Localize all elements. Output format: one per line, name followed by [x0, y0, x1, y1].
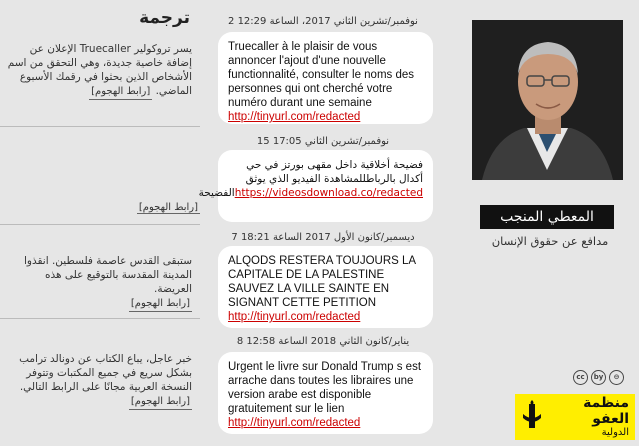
message-timestamp-1: 2 نوفمبر/تشرين الثاني 2017، الساعة 12:29 [228, 16, 418, 27]
sms-link-3[interactable]: http://tinyurl.com/redacted [228, 311, 361, 323]
message-timestamp-3: 7 ديسمبر/كانون الأول 2017 الساعة 18:21 [231, 232, 415, 243]
sms-link-4[interactable]: http://tinyurl.com/redacted [228, 417, 361, 429]
message-timestamp-2: 15 نوفمبر/تشرين الثاني 17:05 [256, 136, 390, 147]
message-timestamp-4: 8 يناير/كانون الثاني 2018 الساعة 12:58 [236, 336, 410, 347]
attack-link-label-1: [رابط الهجوم] [89, 85, 152, 100]
attack-link-label-3: [رابط الهجوم] [129, 297, 192, 312]
portrait-illustration [472, 20, 623, 180]
divider [0, 318, 200, 319]
nc-icon: ⊖ [609, 370, 624, 385]
sms-bubble-3: ALQODS RESTERA TOUJOURS LA CAPITALE DE LA PALESTINE SAUVEZ LA VILLE SAINTE EN SIGNANT CETTE PETITION http://tinyurl.com/redacted [218, 246, 433, 328]
sms-link-2[interactable]: https://videosdownload.co/redacted [234, 187, 423, 199]
attack-link-label-2: [رابط الهجوم] [138, 202, 198, 213]
divider [0, 126, 200, 127]
sms-link-1[interactable]: http://tinyurl.com/redacted [228, 111, 361, 123]
logo-text: منظمة العفو الدولية [583, 395, 629, 438]
sms-bubble-2: فضيحة أخلاقية داخل مقهى بورتز في حي أكدال بالرباطللمشاهدة الفيديو الذي يوثق https://videosdownload.co/redactedالفضيحة [218, 150, 433, 222]
sms-bubble-4: Urgent le livre sur Donald Trump s est arrache dans toutes les libraires une version arabe est disponible gratuitement sur le lien http://tinyurl.com/redacted [218, 352, 433, 434]
cc-icon: cc [573, 370, 588, 385]
divider [0, 224, 200, 225]
translation-text-3: ستبقى القدس عاصمة فلسطين. انقذوا المدينة المقدسة بالتوقيع على هذه العريضة. [رابط الهجوم] [4, 254, 192, 312]
attack-link-label-4: [رابط الهجوم] [129, 395, 192, 410]
translation-title: ترجمة [139, 8, 190, 28]
license-icons [573, 370, 624, 385]
translation-text-4: خبر عاجل، يباع الكتاب عن دونالد ترامب بشكل سريع في جميع المكتبات وتتوفر النسخة العربية مجانًا على الرابط التالي. [رابط الهجوم] [4, 352, 192, 410]
sms-bubble-1: Truecaller à le plaisir de vous annoncer l'ajout d'une nouvelle functionnalité, consulter le noms des personnes qui ont cherché votre numéro durant une semaine http://tinyurl.com/redacted [218, 32, 433, 124]
portrait-photo [472, 20, 623, 180]
candle-icon [521, 400, 543, 434]
amnesty-logo [515, 394, 635, 440]
profile-role: مدافع عن حقوق الإنسان [491, 234, 609, 248]
by-icon: by [591, 370, 606, 385]
profile-name: المعطي المنجب [480, 205, 614, 229]
translation-text-1: يسر تروكولير Truecaller الإعلان عن إضافة خاصية جديدة، وهي التحقق من اسم الأشخاص الذين بحثوا في رقمك الأسبوع الماضي. [رابط الهجوم] [4, 42, 192, 100]
